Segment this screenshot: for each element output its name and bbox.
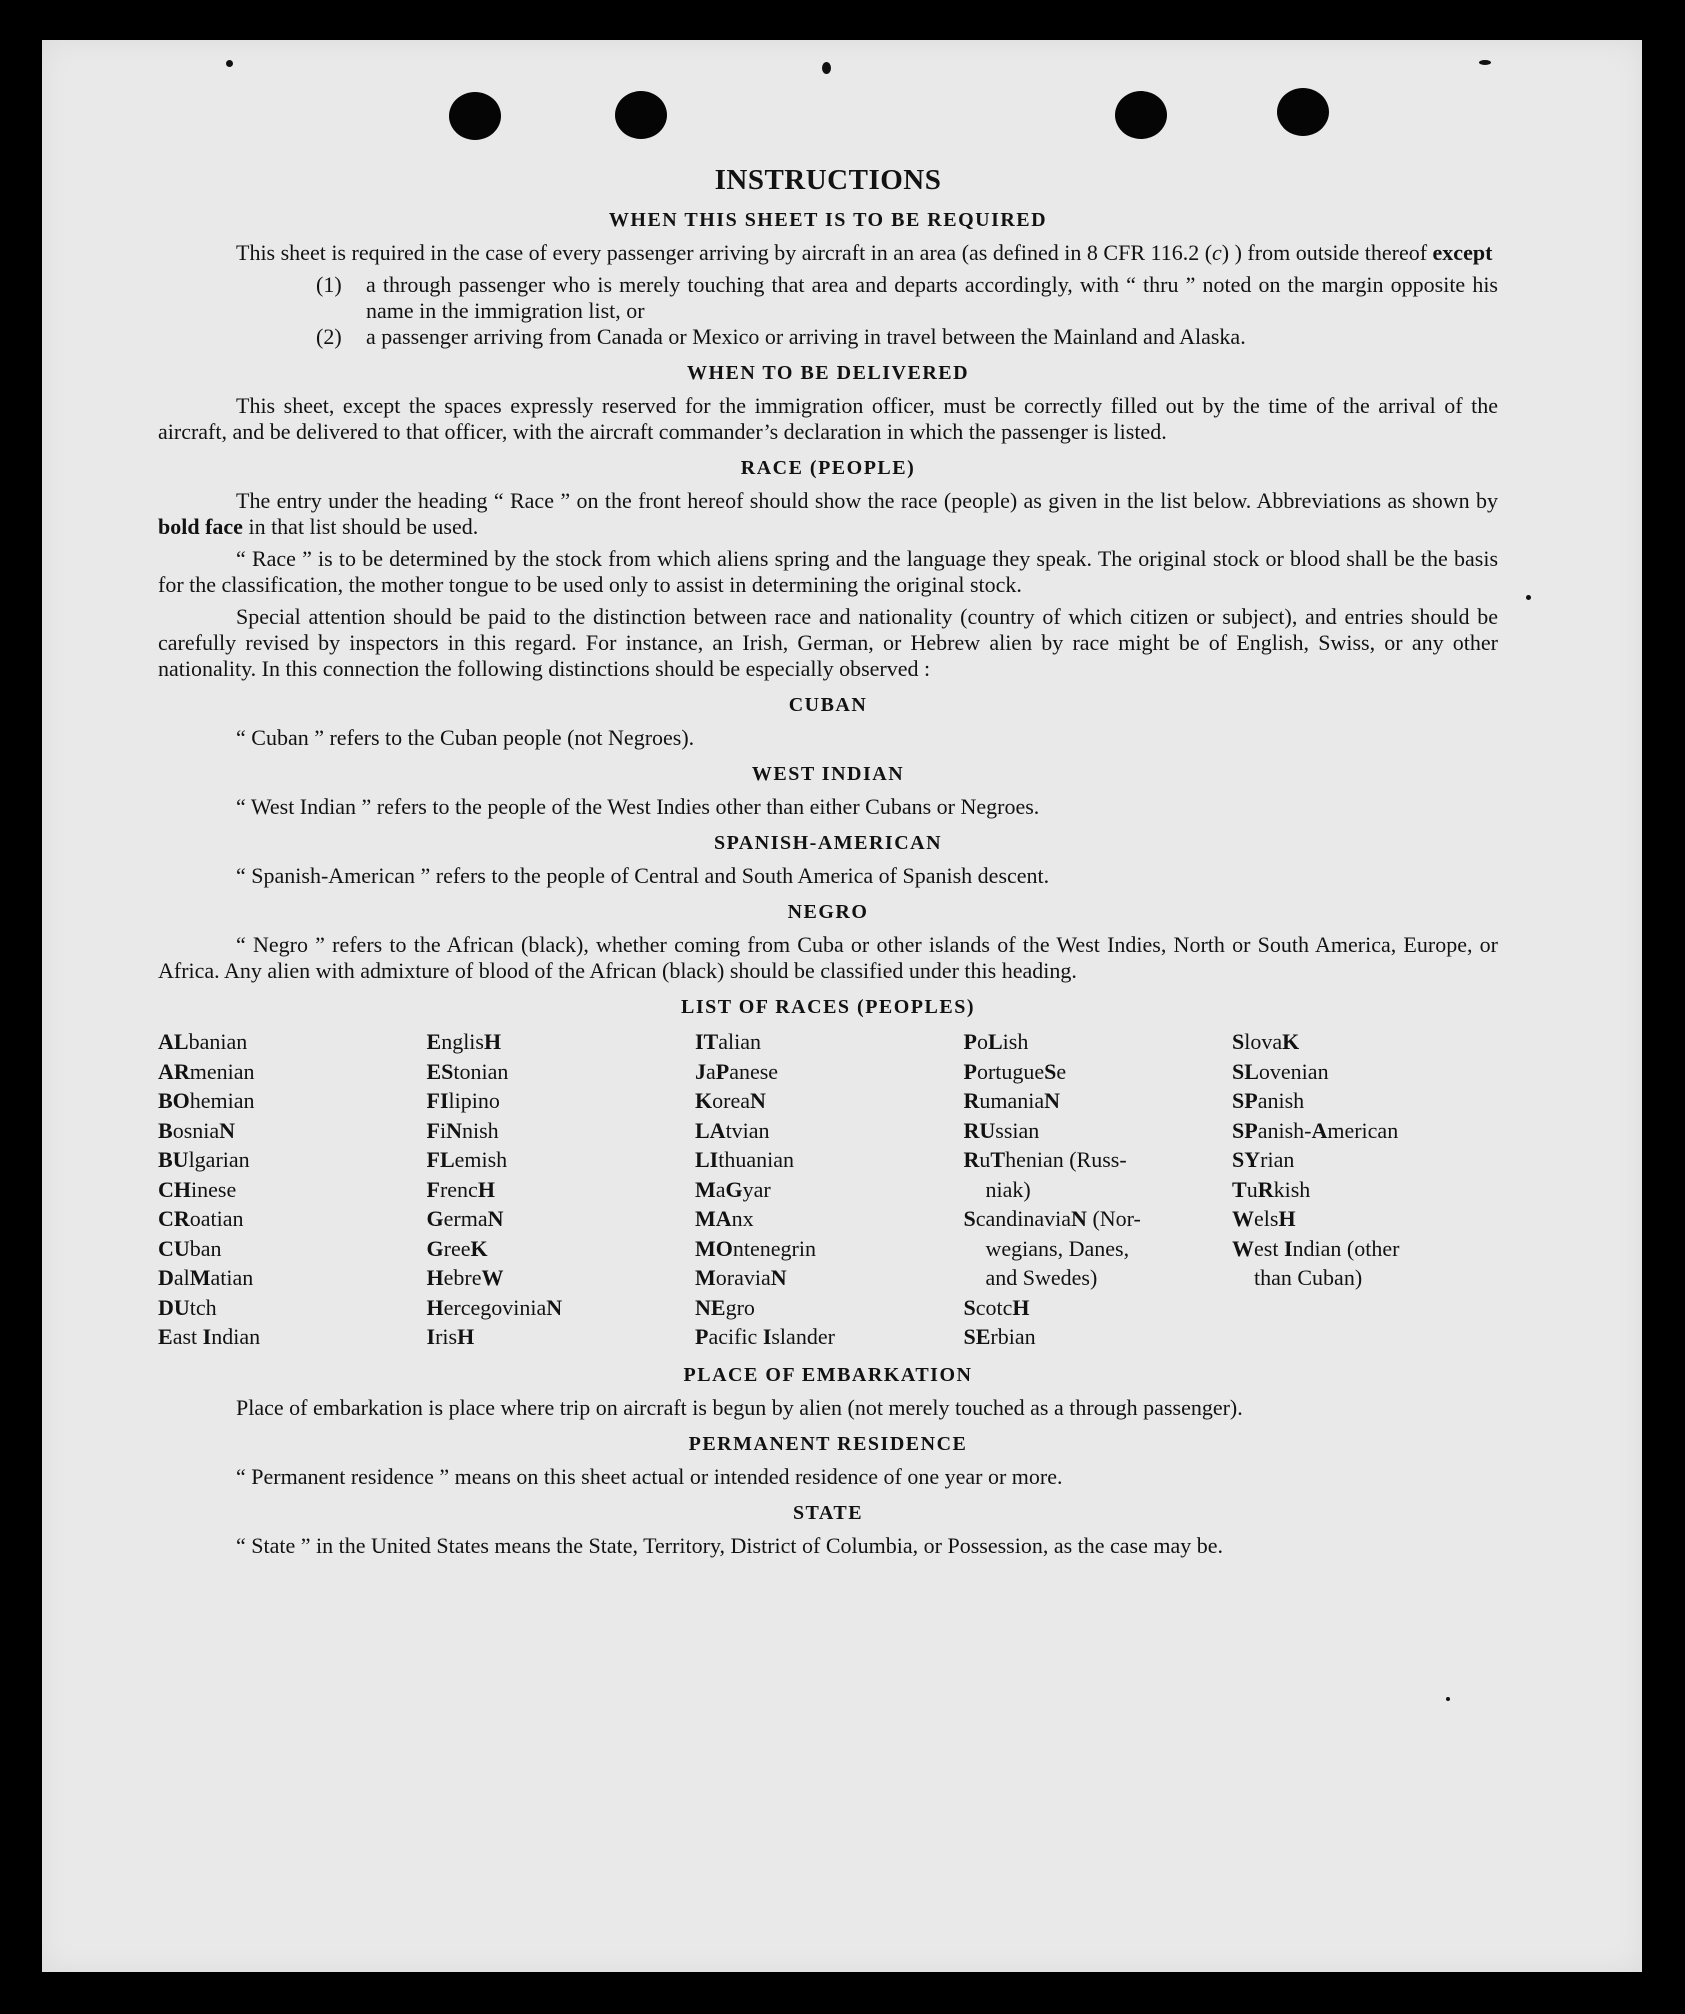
race-list-item: LAtvian	[695, 1117, 770, 1143]
race-list-item: LIthuanian	[695, 1147, 795, 1172]
race-list-item: WelsH	[1232, 1206, 1296, 1231]
race-list-item: niak)	[985, 1176, 1031, 1202]
race-paragraph-1: The entry under the heading “ Race ” on the front hereof should show the race (people) as given in the list below. Abbreviations as shown by bold face in that list should be used.	[158, 488, 1498, 539]
race-list-item: SlovaK	[1232, 1029, 1300, 1054]
race-list-item: HercegoviniaN	[426, 1294, 563, 1320]
race-list-item: DalMatian	[158, 1265, 254, 1290]
race-column	[695, 1027, 961, 1352]
race-list-item: RumaniaN	[963, 1088, 1061, 1113]
section-heading-spanish-american: SPANISH-AMERICAN	[713, 832, 943, 854]
race-column	[964, 1027, 1230, 1352]
race-list-item: EnglisH	[426, 1029, 502, 1054]
race-list	[158, 1027, 1498, 1352]
ink-speck	[1526, 595, 1531, 600]
race-list-item: FrencH	[426, 1176, 495, 1202]
race-list-item: TuRkish	[1232, 1176, 1311, 1202]
race-list-item: FIlipino	[426, 1088, 500, 1113]
negro-text: “ Negro ” refers to the African (black), whether coming from Cuba or other islands of the West Indies, North or South America, Europe, or Africa. Any alien with admixture of blood of the African (black) should be classified under this heading.	[158, 932, 1498, 983]
section-heading-when-required: WHEN THIS SHEET IS TO BE REQUIRED	[608, 209, 1048, 231]
west-indian-text: “ West Indian ” refers to the people of the West Indies other than either Cubans or Negroes.	[236, 794, 1040, 819]
section-heading-race: RACE (PEOPLE)	[740, 457, 916, 479]
race-list-item: NEgro	[695, 1294, 755, 1320]
race-list-item: MoraviaN	[695, 1265, 787, 1290]
race-list-item: IrisH	[426, 1324, 475, 1349]
section-heading-when-delivered: WHEN TO BE DELIVERED	[686, 362, 970, 384]
race-list-item: Pacific Islander	[695, 1324, 835, 1349]
exception-list	[158, 272, 1498, 350]
exception-item: (2) a passenger arriving from Canada or Mexico or arriving in travel between the Mainland and Alaska.	[316, 324, 1246, 349]
race-list-item: SYrian	[1232, 1147, 1295, 1172]
race-list-item: ARmenian	[158, 1058, 255, 1084]
when-delivered-text: This sheet, except the spaces expressly reserved for the immigration officer, must be correctly filled out by the time of the arrival of the aircraft, and be delivered to that officer, with the aircraft commander’s declaration in which the passenger is listed.	[158, 393, 1498, 444]
race-list-item: MAnx	[695, 1206, 754, 1231]
exception-item: (1) a through passenger who is merely touching that area and departs accordingly, with “ thru ” noted on the margin opposite his name in the immigration list, or	[316, 272, 1498, 323]
section-heading-state: STATE	[792, 1501, 864, 1524]
race-column	[158, 1027, 424, 1352]
race-list-item: ITalian	[695, 1029, 762, 1054]
section-heading-permanent-residence: PERMANENT RESIDENCE	[688, 1432, 968, 1455]
race-list-item: JaPanese	[695, 1058, 779, 1084]
race-list-item: PortugueSe	[963, 1058, 1067, 1084]
when-required-intro: This sheet is required in the case of every passenger arriving by aircraft in an area (as defined in 8 CFR 116.2 (c) ) from outside thereof except	[236, 240, 1493, 265]
race-list-item: RUssian	[963, 1117, 1040, 1143]
race-list-item: ScotcH	[963, 1294, 1030, 1320]
race-list-item: GermaN	[426, 1206, 504, 1231]
race-list-item: PoLish	[963, 1029, 1029, 1054]
race-list-item: SErbian	[963, 1324, 1036, 1349]
section-heading-west-indian: WEST INDIAN	[751, 763, 905, 785]
embarkation-text: Place of embarkation is place where trip on aircraft is begun by alien (not merely touched as a through passenger).	[236, 1394, 1243, 1420]
race-list-item: MOntenegrin	[695, 1235, 816, 1261]
ink-speck	[1479, 60, 1491, 65]
race-list-item: CUban	[158, 1235, 222, 1261]
race-list-item: West Indian (other	[1232, 1235, 1400, 1261]
race-list-item: SPanish-American	[1232, 1117, 1399, 1143]
race-list-item: SLovenian	[1232, 1058, 1329, 1084]
ink-speck	[822, 62, 831, 74]
page-title: INSTRUCTIONS	[714, 164, 942, 196]
ink-speck	[1446, 1697, 1450, 1701]
section-heading-cuban: CUBAN	[788, 694, 868, 716]
race-paragraph-3: Special attention should be paid to the distinction between race and nationality (country of which citizen or subject), and entries should be carefully revised by inspectors in this regard. For instance, an Irish, German, or Hebrew alien by race might be of English, Swiss, or any other nationality. In this connection the following distinctions should be especially observed :	[158, 604, 1498, 681]
race-list-item: BUlgarian	[158, 1147, 250, 1172]
race-list-item: than Cuban)	[1254, 1265, 1363, 1290]
race-list-item: CRoatian	[158, 1206, 244, 1231]
cuban-text: “ Cuban ” refers to the Cuban people (not Negroes).	[236, 725, 695, 750]
instructions-content	[158, 126, 1498, 1565]
race-list-item: MaGyar	[695, 1176, 771, 1202]
permanent-residence-text: “ Permanent residence ” means on this sheet actual or intended residence of one year or more.	[236, 1463, 1063, 1489]
race-list-item: CHinese	[158, 1176, 237, 1202]
race-list-item: ALbanian	[158, 1029, 248, 1054]
race-paragraph-2: “ Race ” is to be determined by the stock from which aliens spring and the language they speak. The original stock or blood shall be the basis for the classification, the mother tongue to be used only to assist in determining the original stock.	[158, 546, 1498, 597]
race-list-item: FiNnish	[426, 1117, 499, 1143]
race-list-item: BOhemian	[158, 1088, 255, 1113]
race-list-item: FLemish	[426, 1147, 508, 1172]
race-column	[427, 1027, 693, 1352]
section-heading-list-of-races: LIST OF RACES (PEOPLES)	[680, 996, 975, 1018]
race-list-item: BosniaN	[158, 1117, 236, 1143]
race-list-item: KoreaN	[695, 1088, 766, 1113]
state-text: “ State ” in the United States means the State, Territory, District of Columbia, or Possession, as the case may be.	[236, 1532, 1224, 1558]
race-list-item: GreeK	[426, 1235, 488, 1261]
race-list-item: DUtch	[158, 1294, 217, 1320]
race-list-item: wegians, Danes,	[985, 1235, 1130, 1261]
race-list-item: and Swedes)	[985, 1265, 1098, 1290]
race-list-item: RuThenian (Russ-	[963, 1147, 1127, 1172]
section-heading-embarkation: PLACE OF EMBARKATION	[683, 1363, 973, 1386]
race-list-item: ScandinaviaN (Nor-	[963, 1206, 1141, 1231]
race-list-item: EStonian	[426, 1058, 509, 1084]
section-heading-negro: NEGRO	[787, 901, 869, 923]
race-list-item: SPanish	[1232, 1088, 1305, 1113]
spanish-american-text: “ Spanish-American ” refers to the people of Central and South America of Spanish descent.	[236, 863, 1050, 888]
race-list-item: East Indian	[158, 1324, 261, 1349]
race-column	[1232, 1027, 1498, 1352]
ink-speck	[226, 60, 233, 67]
race-list-item: HebreW	[426, 1265, 504, 1290]
